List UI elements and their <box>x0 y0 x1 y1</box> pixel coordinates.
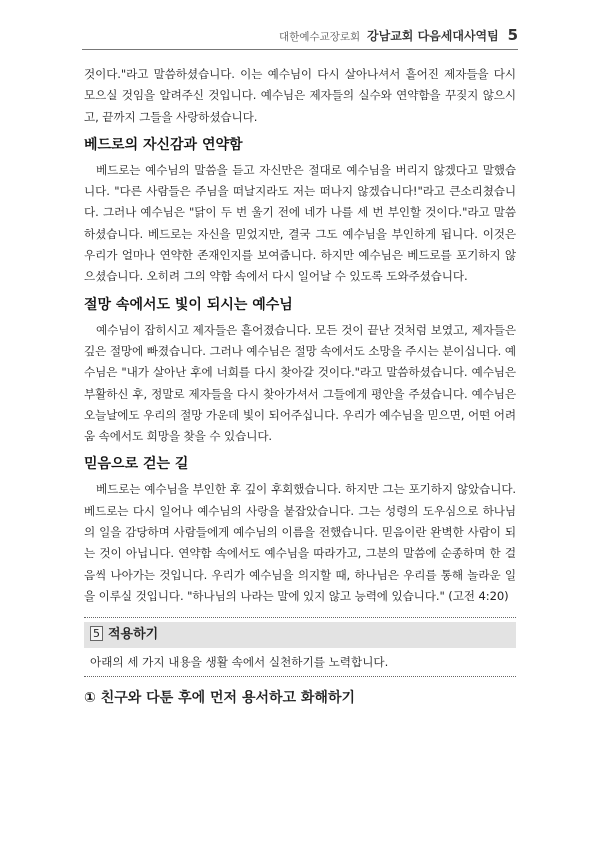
intro-paragraph: 것이다."라고 말씀하셨습니다. 이는 예수님이 다시 살아나셔서 흩어진 제자들을 다시 모으실 것임을 알려주신 것입니다. 예수님은 제자들의 실수와 연약함을 꾸짖지 않으시고, 끝까지 그들을 사랑하셨습니다. <box>84 67 516 124</box>
header-rule <box>82 49 518 50</box>
header-org: 대한예수교장로회 <box>279 31 361 43</box>
section-heading-walk-of-faith: 믿음으로 걷는 길 <box>84 456 189 473</box>
header-team: 강남교회 다음세대사역팀 <box>367 29 499 43</box>
page-content <box>84 64 516 709</box>
section-heading-peter-confidence: 베드로의 자신감과 연약함 <box>84 136 243 153</box>
apply-title: 적용하기 <box>108 627 159 643</box>
section-heading-light-in-despair: 절망 속에서도 빛이 되시는 예수님 <box>84 296 293 313</box>
page-number: 5 <box>507 26 518 44</box>
apply-item-1: ① 친구와 다툰 후에 먼저 용서하고 화해하기 <box>84 690 356 707</box>
page-header <box>279 26 518 44</box>
apply-section-bar <box>84 622 516 648</box>
apply-number-box: 5 <box>90 626 103 641</box>
apply-divider-bottom <box>84 676 516 677</box>
apply-divider-top <box>84 617 516 618</box>
apply-description: 아래의 세 가지 내용을 생활 속에서 실천하기를 노력합니다. <box>90 655 389 670</box>
section-paragraph-peter-confidence: 베드로는 예수님의 말씀을 듣고 자신만은 절대로 예수님을 버리지 않겠다고 말했습니다. "다른 사람들은 주님을 떠날지라도 저는 떠나지 않겠습니다!"라고 큰소리쳤습니다. 그러나 예수님은 "닭이 두 번 울기 전에 네가 나를 세 번 부인할 것이다."라고 말씀하셨습니다. 베드로는 자신을 믿었지만, 결국 그도 예수님을 부인하게 됩니다. 이것은 우리가 얼마나 연약한 존재인지를 보여줍니다. 하지만 예수님은 베드로를 포기하지 않으셨습니다. 오히려 그의 약함 속에서 다시 일어날 수 있도록 도와주셨습니다. <box>84 162 516 284</box>
section-paragraph-walk-of-faith: 베드로는 예수님을 부인한 후 깊이 후회했습니다. 하지만 그는 포기하지 않았습니다. 베드로는 다시 일어나 예수님의 사랑을 붙잡았습니다. 그는 성령의 도우심으로 하나님의 일을 감당하며 사람들에게 예수님의 이름을 전했습니다. 믿음이란 완벽한 사람이 되는 것이 아닙니다. 연약함 속에서도 예수님을 따라가고, 그분의 말씀에 순종하며 한 걸음씩 나아가는 것입니다. 우리가 예수님을 의지할 때, 하나님은 우리를 통해 놀라운 일을 이루실 것입니다. "하나님의 나라는 말에 있지 않고 능력에 있습니다." (고전 4:20) <box>84 482 516 603</box>
section-paragraph-light-in-despair: 예수님이 잡히시고 제자들은 흩어졌습니다. 모든 것이 끝난 것처럼 보였고, 제자들은 깊은 절망에 빠졌습니다. 그러나 예수님은 절망 속에서도 소망을 주시는 분이십니다. 예수님은 "내가 살아난 후에 너희를 다시 찾아갈 것이다."라고 말씀하셨습니다. 예수님은 부활하신 후, 정말로 제자들을 다시 찾아가셔서 그들에게 평안을 주셨습니다. 예수님은 오늘날에도 우리의 절망 가운데 빛이 되어주십니다. 우리가 예수님을 믿으면, 어떤 어려움 속에서도 희망을 찾을 수 있습니다. <box>84 322 516 444</box>
